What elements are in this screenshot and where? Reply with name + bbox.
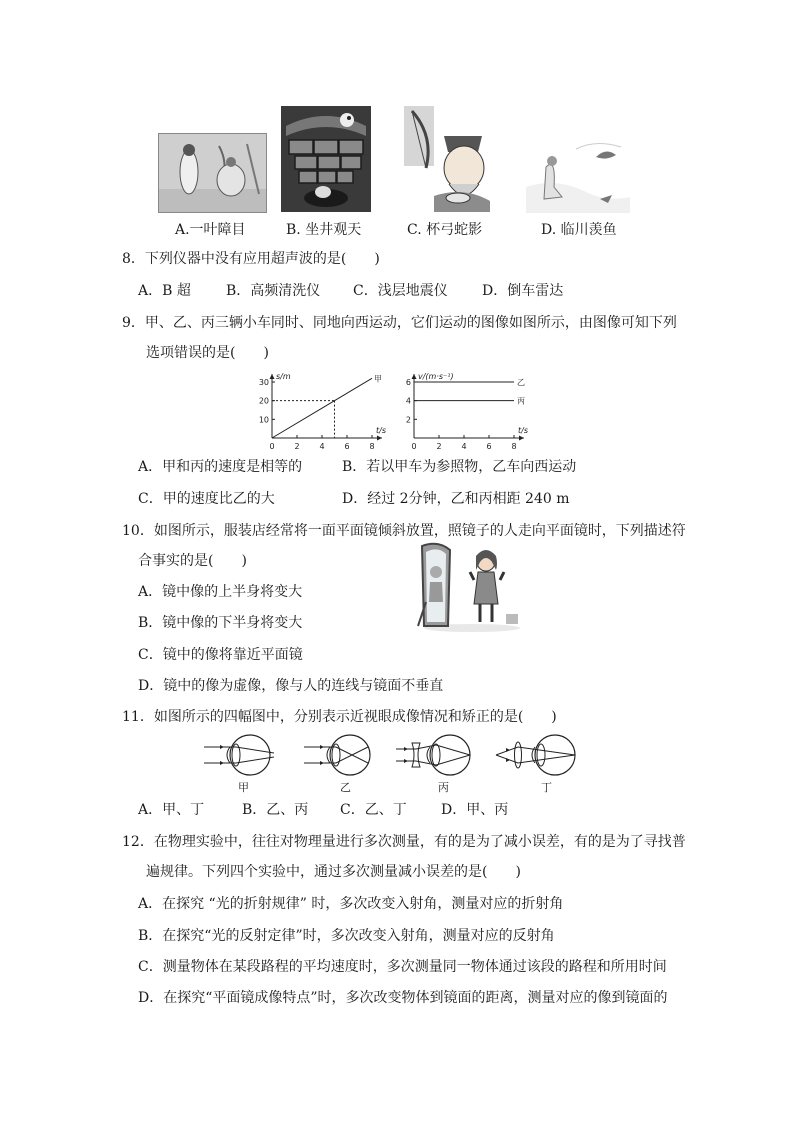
question-8-option-c: C．浅层地震仪	[353, 283, 448, 299]
x-tick-label: 4	[319, 442, 325, 451]
x-axis-arrow	[377, 436, 382, 441]
eye-jia	[227, 735, 270, 775]
x-tick-label: 2	[294, 442, 300, 451]
x-tick-label: 6	[486, 442, 492, 451]
option-a-caption: A.一叶障目	[175, 222, 246, 238]
picture-b-frog-in-well	[281, 106, 371, 212]
y-axis-arrow	[412, 374, 417, 379]
ray-arrow	[320, 745, 324, 749]
y-tick-label: 6	[405, 378, 411, 387]
x-tick-label: 2	[436, 442, 442, 451]
diagram-label-yi: 乙	[340, 781, 351, 794]
ray-arrow	[404, 747, 408, 751]
y-tick-label: 20	[258, 396, 269, 406]
question-12-stem-line-2: 遍规律。下列四个实验中，通过多次测量减小误差的是( )	[146, 864, 521, 880]
question-12-option-c: C．测量物体在某段路程的平均速度时，多次测量同一物体通过该段的路程和所用时间	[138, 959, 667, 975]
y-tick-label: 10	[258, 415, 269, 425]
question-11-option-d: D．甲、丙	[441, 802, 509, 818]
x-tick-label: 0	[269, 442, 275, 451]
question-10-stem-line-1: 10．如图所示，服装店经常将一面平面镜倾斜放置，照镜子的人走向平面镜时，下列描述符	[122, 523, 686, 539]
convex-lens	[515, 742, 522, 768]
picture-d-envy-fish	[526, 137, 630, 213]
question-11-stem: 11．如图所示的四幅图中，分别表示近视眼成像情况和矫正的是( )	[122, 709, 557, 725]
question-10-option-c: C．镜中的像将靠近平面镜	[138, 647, 303, 663]
y-axis-label: v/(m·s⁻¹)	[418, 372, 454, 381]
y-axis-arrow	[270, 374, 275, 379]
question-8-option-b: B．高频清洗仪	[226, 283, 321, 299]
eye-bing	[427, 735, 470, 775]
question-8-option-a: A．B 超	[138, 283, 191, 299]
refracted-ray	[436, 755, 470, 765]
x-axis-label: t/s	[376, 426, 386, 435]
question-12-option-b: B．在探究“光的反射定律”时，多次改变入射角，测量对应的反射角	[138, 928, 555, 944]
x-tick-label: 4	[461, 442, 467, 451]
series-label-yi: 乙	[517, 378, 525, 387]
ray-arrow	[506, 758, 510, 762]
option-b-caption: B. 坐井观天	[286, 222, 362, 238]
x-tick-label: 8	[511, 442, 517, 451]
ray-arrow	[404, 759, 408, 763]
eye-yi	[327, 735, 370, 775]
question-9-option-a: A．甲和丙的速度是相等的	[138, 459, 303, 475]
question-11-option-a: A．甲、丁	[138, 802, 205, 818]
question-9-option-d: D．经过 2分钟，乙和丙相距 240 m	[342, 491, 570, 507]
eyeball	[330, 735, 370, 775]
crystalline-lens	[432, 744, 440, 766]
velocity-time-chart	[394, 364, 534, 452]
question-9-option-b: B．若以甲车为参照物，乙车向西运动	[342, 459, 577, 475]
refracted-ray	[518, 755, 575, 763]
crystalline-lens	[537, 744, 545, 766]
mirror-girl-picture	[412, 542, 522, 634]
diagram-label-jia: 甲	[238, 781, 249, 794]
x-tick-label: 8	[369, 442, 375, 451]
picture-a-leaf-before-eyes	[158, 133, 267, 213]
question-9-option-c: C．甲的速度比乙的大	[138, 491, 275, 507]
eyeball	[535, 735, 575, 775]
y-tick-label: 2	[405, 415, 411, 425]
question-8-stem: 8．下列仪器中没有应用超声波的是( )	[122, 251, 380, 267]
distance-time-chart	[252, 364, 384, 452]
question-10-option-a: A．镜中像的上半身将变大	[138, 584, 303, 600]
refracted-ray	[436, 745, 470, 755]
ray-arrow	[220, 761, 224, 765]
option-c-caption: C. 杯弓蛇影	[407, 222, 483, 238]
question-11-option-c: C．乙、丁	[340, 802, 407, 818]
picture-c-bow-snake-cup	[404, 106, 490, 212]
x-axis-label: t/s	[518, 426, 528, 435]
question-12-option-a: A．在探究 “光的折射规律” 时，多次改变入射角，测量对应的折射角	[138, 896, 564, 912]
question-9-stem-line-1: 9．甲、乙、丙三辆小车同时、同地向西运动，它们运动的图像如图所示，由图像可知下列	[122, 315, 677, 331]
ray-arrow	[220, 745, 224, 749]
series-label-bing: 丙	[517, 396, 525, 406]
question-9-stem-line-2: 选项错误的是( )	[146, 345, 269, 361]
y-axis-label: s/m	[276, 372, 291, 381]
question-10-stem-line-2: 合事实的是( )	[138, 553, 247, 569]
question-12-stem-line-1: 12．在物理实验中，往往对物理量进行多次测量，有的是为了减小误差，有的是为了寻找普	[122, 834, 686, 850]
diagram-label-bing: 丙	[438, 781, 449, 794]
question-10-option-b: B．镜中像的下半身将变大	[138, 615, 303, 631]
y-tick-label: 30	[258, 378, 269, 387]
question-10-option-d: D．镜中的像为虚像，像与人的连线与镜面不垂直	[138, 678, 444, 694]
x-tick-label: 6	[344, 442, 350, 451]
option-d-caption: D. 临川羡鱼	[541, 222, 617, 238]
series-label-jia: 甲	[374, 374, 382, 384]
diagram-label-ding: 丁	[541, 781, 552, 794]
x-axis-arrow	[519, 436, 524, 441]
ray-arrow	[320, 761, 324, 765]
eye-diagrams	[200, 733, 620, 795]
eyeball	[230, 735, 270, 775]
question-11-option-b: B．乙、丙	[242, 802, 309, 818]
refracted-ray	[518, 747, 575, 755]
question-12-option-d: D．在探究“平面镜成像特点”时，多次改变物体到镜面的距离，测量对应的像到镜面的	[138, 990, 668, 1006]
question-8-option-d: D．倒车雷达	[482, 283, 564, 299]
eye-ding	[532, 735, 575, 775]
ray-arrow	[506, 748, 510, 752]
x-tick-label: 0	[411, 442, 417, 451]
concave-lens	[412, 743, 420, 767]
y-tick-label: 4	[405, 396, 411, 406]
eyeball	[430, 735, 470, 775]
series-line-jia	[272, 378, 372, 438]
